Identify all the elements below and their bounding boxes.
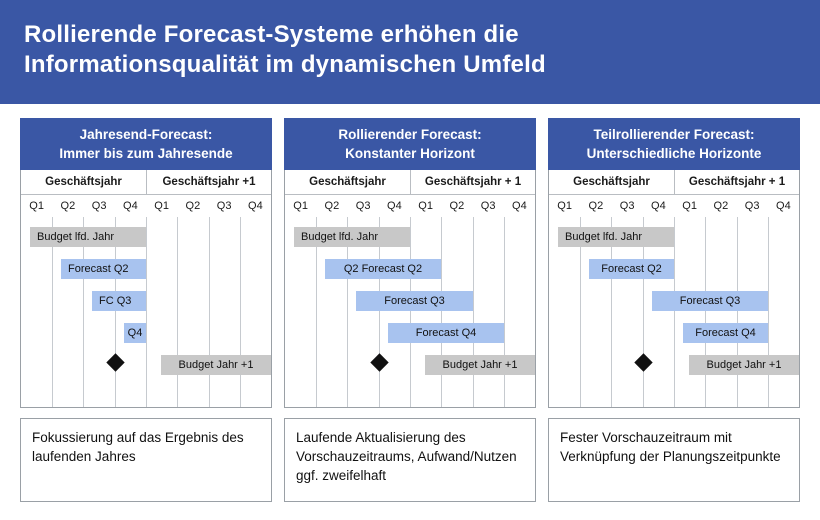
quarter-label: Q2 bbox=[588, 200, 604, 212]
gridline bbox=[768, 217, 769, 407]
panel-header bbox=[20, 118, 272, 170]
quarter-label: Q3 bbox=[744, 200, 760, 212]
panels-row bbox=[20, 118, 800, 408]
year-label-current: Geschäftsjahr bbox=[309, 176, 386, 188]
quarter-label: Q4 bbox=[123, 200, 138, 212]
quarter-label: Q3 bbox=[216, 200, 232, 212]
gridline bbox=[410, 217, 411, 407]
quarter-header-row bbox=[21, 195, 271, 217]
quarter-label: Q1 bbox=[154, 200, 169, 212]
quarter-label: Q2 bbox=[60, 200, 76, 212]
gantt-bar-forecast-q2: Forecast Q2 bbox=[589, 259, 674, 279]
panel-title-line-1: Rollierender Forecast: bbox=[338, 127, 482, 142]
quarter-label: Q3 bbox=[91, 200, 107, 212]
gantt-bar-forecast-q3: Forecast Q3 bbox=[652, 291, 768, 311]
panel-title-line-1: Jahresend-Forecast: bbox=[79, 127, 213, 142]
panel-teilrollierender-forecast bbox=[548, 118, 800, 408]
gridline bbox=[177, 217, 178, 407]
gantt-bar-budget-current: Budget lfd. Jahr bbox=[558, 227, 674, 247]
quarter-label: Q1 bbox=[418, 200, 433, 212]
quarter-label: Q1 bbox=[293, 200, 308, 212]
slide-header bbox=[0, 0, 820, 104]
panel-title-line-2: Immer bis zum Jahresende bbox=[59, 146, 233, 161]
gantt-chart bbox=[549, 217, 799, 407]
quarter-label: Q4 bbox=[248, 200, 263, 212]
quarter-label: Q1 bbox=[682, 200, 697, 212]
panel-body bbox=[20, 170, 272, 408]
gantt-bar-forecast-q2: Q2 Forecast Q2 bbox=[325, 259, 441, 279]
note-jahresend-forecast: Fokussierung auf das Ergebnis des laufenden Jahres bbox=[20, 418, 272, 502]
year-header-row bbox=[21, 170, 271, 195]
quarter-label: Q1 bbox=[29, 200, 44, 212]
panel-body bbox=[284, 170, 536, 408]
panel-title-line-1: Teilrollierender Forecast: bbox=[593, 127, 755, 142]
gridline bbox=[441, 217, 442, 407]
notes-row bbox=[20, 418, 800, 502]
quarter-label: Q4 bbox=[512, 200, 527, 212]
gridline bbox=[209, 217, 210, 407]
note-teilrollierender-forecast: Fester Vorschauzeitraum mit Verknüpfung der Planungszeitpunkte bbox=[548, 418, 800, 502]
year-header-row bbox=[285, 170, 535, 195]
quarter-label: Q4 bbox=[387, 200, 402, 212]
note-rollierender-forecast: Laufende Aktualisierung des Vorschauzeitraums, Aufwand/Nutzen ggf. zweifelhaft bbox=[284, 418, 536, 502]
gantt-bar-forecast-q4: Q4 bbox=[124, 323, 146, 343]
quarter-label: Q3 bbox=[480, 200, 496, 212]
gantt-bar-budget-current: Budget lfd. Jahr bbox=[294, 227, 410, 247]
gantt-bar-forecast-q2: Forecast Q2 bbox=[61, 259, 146, 279]
quarter-header-row bbox=[285, 195, 535, 217]
gantt-chart bbox=[21, 217, 271, 407]
gridline bbox=[240, 217, 241, 407]
quarter-label: Q2 bbox=[324, 200, 340, 212]
gantt-bar-budget-next: Budget Jahr +1 bbox=[425, 355, 535, 375]
gantt-bar-budget-next: Budget Jahr +1 bbox=[161, 355, 271, 375]
gridline bbox=[504, 217, 505, 407]
page-title-line-2: Informationsqualität im dynamischen Umfeld bbox=[24, 51, 546, 78]
quarter-header-row bbox=[549, 195, 799, 217]
quarter-label: Q2 bbox=[713, 200, 729, 212]
year-label-current: Geschäftsjahr bbox=[573, 176, 650, 188]
year-header-row bbox=[549, 170, 799, 195]
gantt-chart bbox=[285, 217, 535, 407]
year-label-current: Geschäftsjahr bbox=[45, 176, 122, 188]
year-label-next: Geschäftsjahr +1 bbox=[146, 170, 271, 194]
panel-header bbox=[284, 118, 536, 170]
quarter-label: Q4 bbox=[651, 200, 666, 212]
page-title bbox=[24, 20, 796, 80]
gantt-bar-forecast-q4: Forecast Q4 bbox=[388, 323, 504, 343]
panel-jahresend-forecast bbox=[20, 118, 272, 408]
gridline bbox=[146, 217, 147, 407]
quarter-label: Q4 bbox=[776, 200, 791, 212]
gridline bbox=[705, 217, 706, 407]
gantt-bar-forecast-q4: Forecast Q4 bbox=[683, 323, 768, 343]
panel-header bbox=[548, 118, 800, 170]
gantt-bar-budget-next: Budget Jahr +1 bbox=[689, 355, 799, 375]
page-title-line-1: Rollierende Forecast-Systeme erhöhen die bbox=[24, 21, 519, 48]
panel-rollierender-forecast bbox=[284, 118, 536, 408]
gantt-bar-forecast-q3: Forecast Q3 bbox=[356, 291, 473, 311]
panel-body bbox=[548, 170, 800, 408]
gantt-bar-forecast-q3: FC Q3 bbox=[92, 291, 146, 311]
panel-title-line-2: Unterschiedliche Horizonte bbox=[586, 146, 762, 161]
gantt-bar-budget-current: Budget lfd. Jahr bbox=[30, 227, 146, 247]
year-label-next: Geschäftsjahr + 1 bbox=[410, 170, 535, 194]
gridline bbox=[674, 217, 675, 407]
gridline bbox=[737, 217, 738, 407]
year-label-next: Geschäftsjahr + 1 bbox=[674, 170, 799, 194]
panel-title-line-2: Konstanter Horizont bbox=[345, 146, 475, 161]
quarter-label: Q3 bbox=[619, 200, 635, 212]
quarter-label: Q1 bbox=[557, 200, 572, 212]
quarter-label: Q2 bbox=[449, 200, 465, 212]
quarter-label: Q2 bbox=[185, 200, 201, 212]
gridline bbox=[473, 217, 474, 407]
quarter-label: Q3 bbox=[355, 200, 371, 212]
